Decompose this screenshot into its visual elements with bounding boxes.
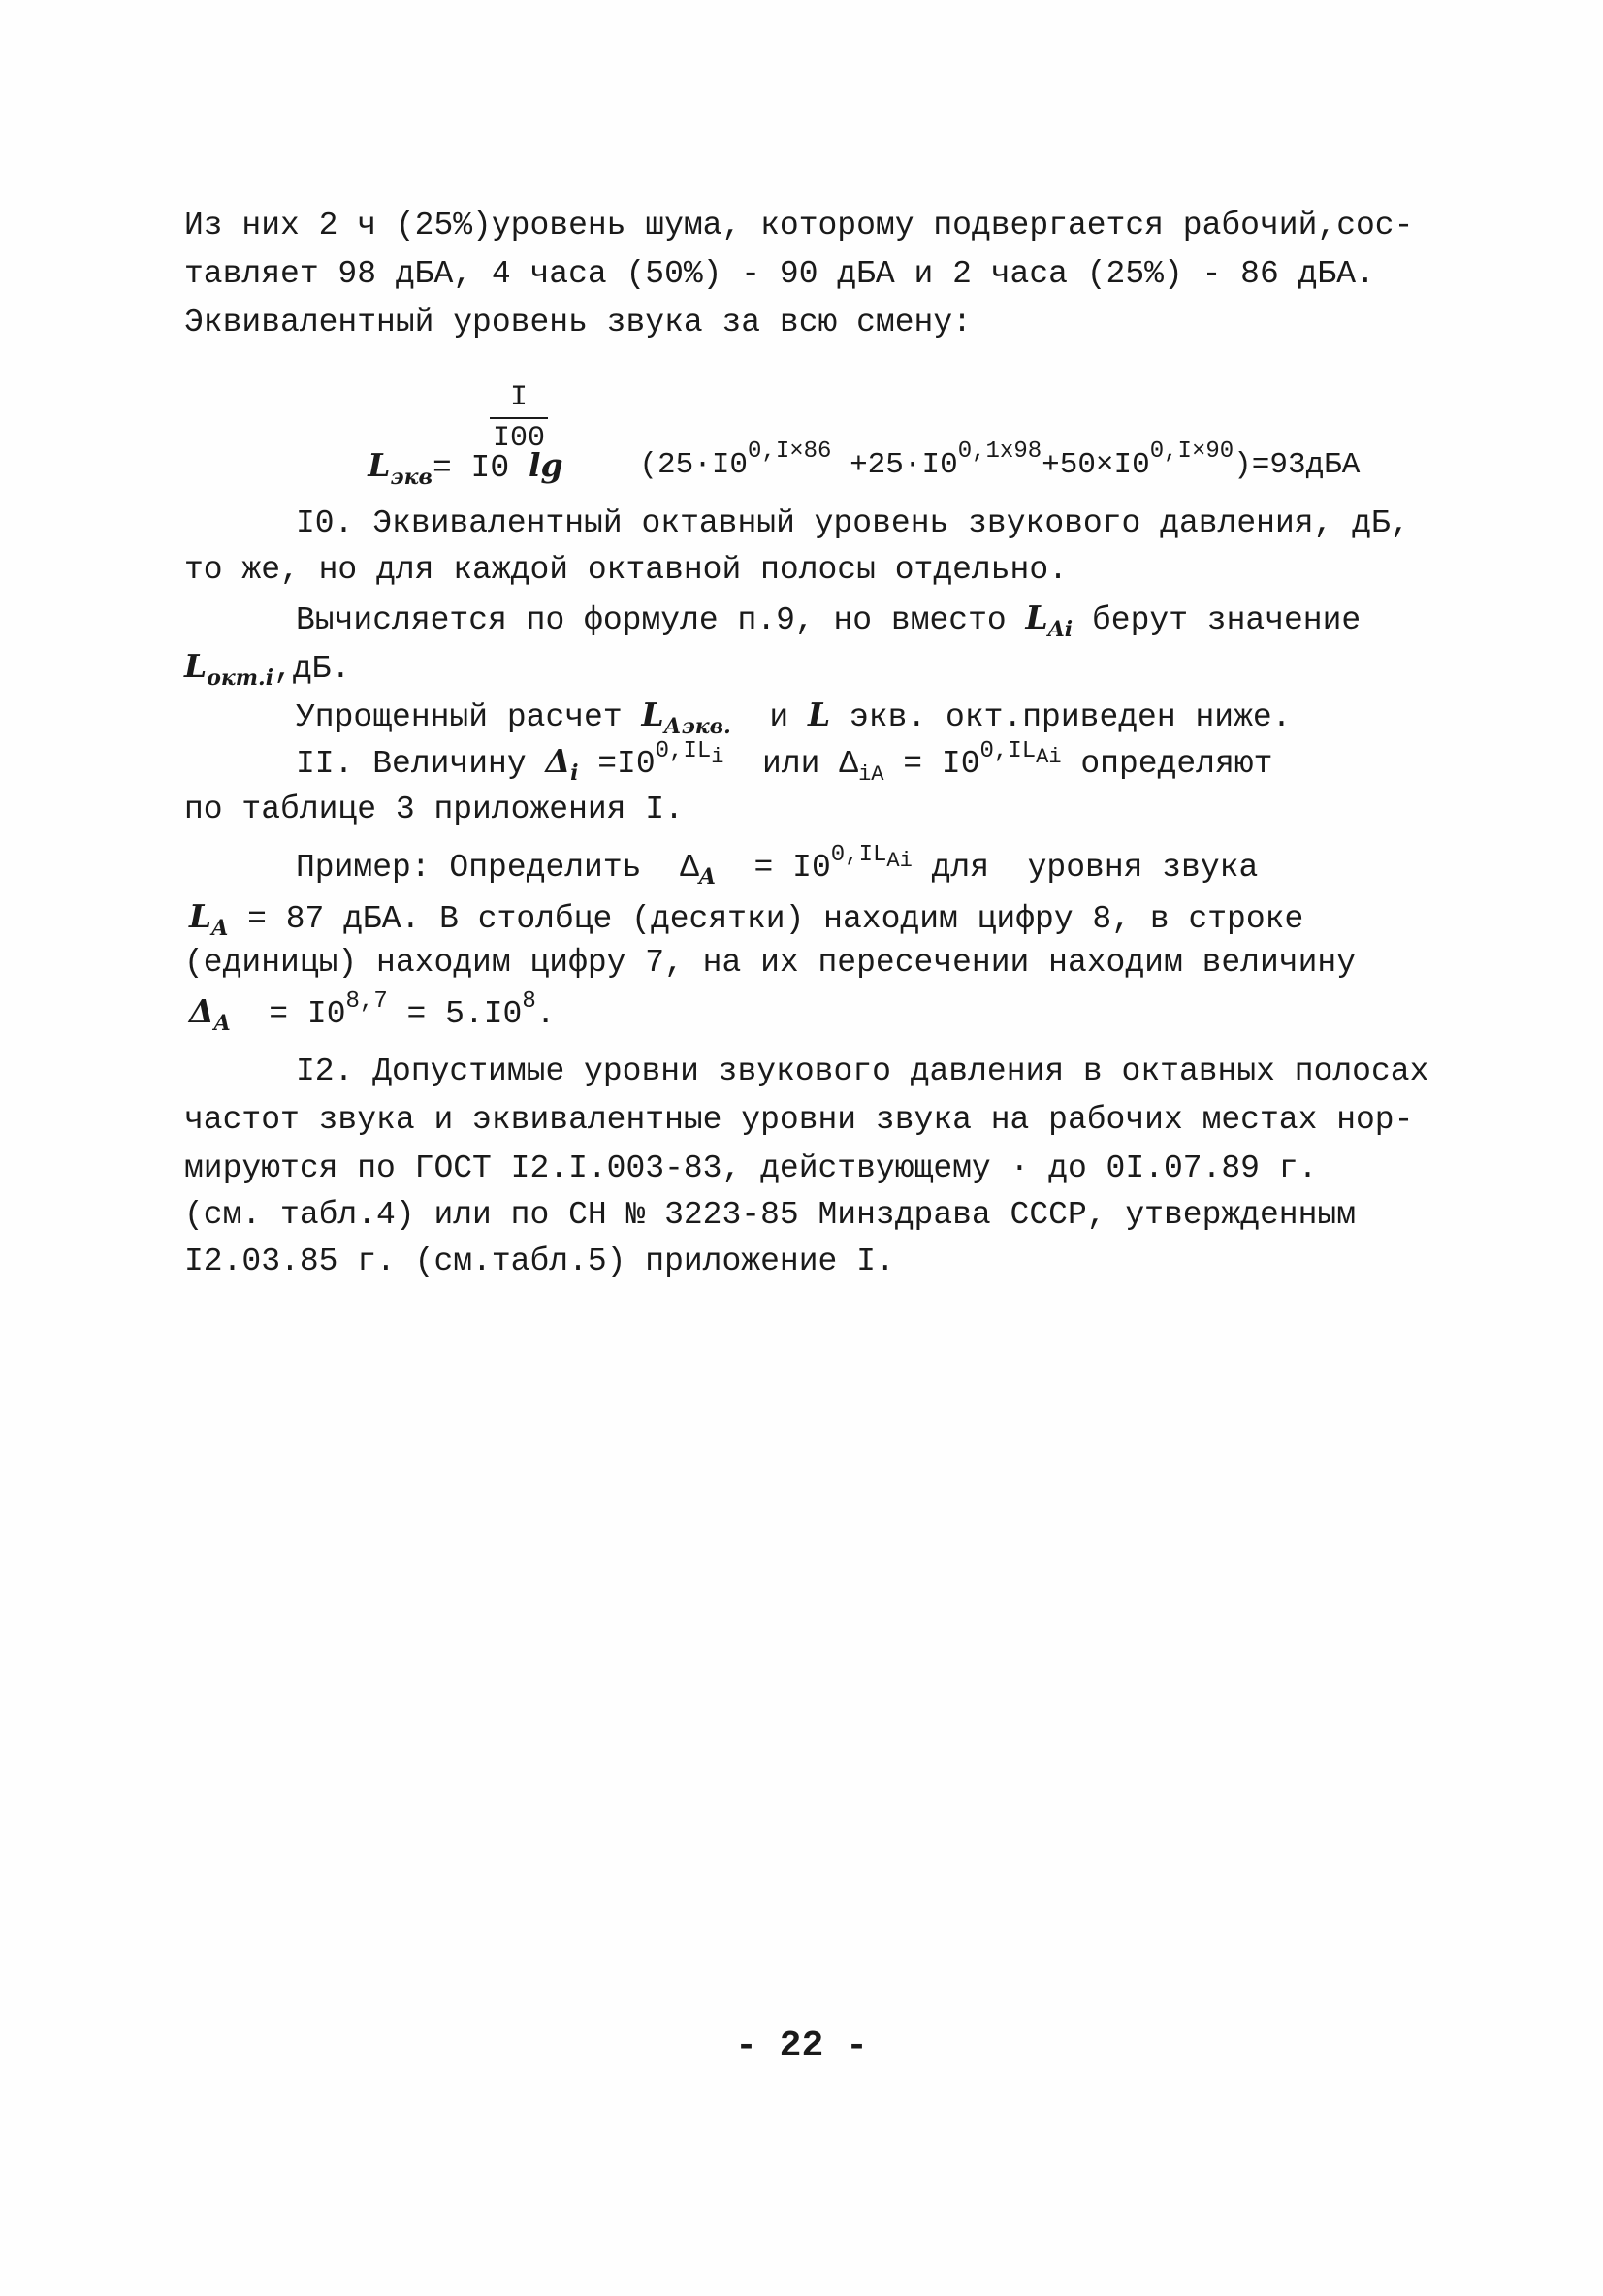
p11-text-c: или Δ: [723, 746, 859, 782]
p9-line-3: Эквивалентный уровень звука за всю смену:: [184, 305, 972, 340]
symbol-delta-A-sub: A: [213, 1011, 231, 1036]
symbol-delta-i-sub: i: [570, 760, 579, 786]
p11-exp-2: 0,IL: [979, 738, 1037, 764]
p9-line-2: тавляет 98 дБА, 4 часа (50%) - 90 дБА и 2 часа (25%) - 86 дБА.: [184, 256, 1375, 292]
example-exp: 0,IL: [830, 842, 887, 868]
p12-line-3: мируются по ГОСТ I2.I.003-83, действующему · до 0I.07.89 г.: [184, 1150, 1318, 1186]
term2-exponent: 0,1x98: [957, 438, 1042, 465]
example-delta-sub: A: [698, 864, 716, 889]
example-line-4-exp: 8,7: [345, 988, 388, 1015]
symbol-L-aekv-sub: Аэкв.: [663, 714, 731, 739]
formula-lhs-subscript: экв: [390, 465, 433, 490]
p10-line-4-text: ,дБ.: [273, 651, 351, 687]
p10-line-3-text-b: берут значение: [1073, 602, 1362, 638]
p10-line-1: I0. Эквивалентный октавный уровень звукового давления, дБ,: [296, 505, 1410, 541]
term1-base: (25·I0: [639, 448, 749, 482]
formula-fraction: [490, 378, 548, 458]
p10-line-2: то же, но для каждой октавной полосы отдельно.: [184, 552, 1068, 588]
example-line-4-text-b: = 5.I0: [387, 996, 523, 1032]
p10-line-5-text-b: и: [730, 699, 808, 735]
p10-line-5-text-c: экв. окт.приведен ниже.: [830, 699, 1292, 735]
example-text-a: Пример: Определить Δ: [296, 850, 699, 886]
symbol-L-2: L: [808, 695, 831, 733]
p11-text-e: определяют: [1061, 746, 1273, 782]
example-line-2: [189, 892, 1303, 945]
term3-base: +50×I0: [1042, 448, 1150, 482]
p11-exp-1-sub: i: [711, 745, 724, 769]
p12-line-1: I2. Допустимые уровни звукового давления в октавных полосах: [296, 1053, 1429, 1089]
symbol-LA: L: [189, 897, 212, 935]
example-text-c: для уровня звука: [912, 850, 1259, 886]
example-exp-sub: Ai: [886, 849, 913, 873]
symbol-LA-sub: A: [211, 916, 229, 941]
example-line-4-text-c: .: [535, 996, 556, 1032]
symbol-delta-A: Δ: [189, 992, 214, 1030]
p11-text-b: =I0: [578, 746, 656, 782]
example-line-4-exp2: 8: [522, 988, 536, 1015]
p10-line-5: [296, 691, 1291, 743]
symbol-L-sub: Ai: [1047, 617, 1074, 642]
p11-delta-sub: iA: [858, 762, 884, 787]
p11-exp-1: 0,IL: [655, 738, 712, 764]
p11-text-a: II. Величину: [296, 746, 546, 782]
p11-exp-2-sub: Ai: [1036, 745, 1062, 769]
example-line-1: [296, 844, 1258, 895]
p10-line-3-text-a: Вычисляется по формуле п.9, но вместо: [296, 602, 1026, 638]
p9-line-1: Из них 2 ч (25%)уровень шума, которому подвергается рабочий,сос-: [184, 208, 1414, 243]
p12-line-5: I2.03.85 г. (см.табл.5) приложение I.: [184, 1244, 895, 1279]
p10-line-3: [296, 594, 1361, 646]
symbol-L-aekv: L: [641, 695, 664, 733]
p11-line-1: [296, 737, 1272, 792]
formula-result: )=93дБА: [1234, 448, 1361, 482]
symbol-L-okt: L: [184, 647, 208, 685]
term3-exponent: 0,I×90: [1149, 438, 1234, 465]
p12-line-2: частот звука и эквивалентные уровни звука на рабочих местах нор-: [184, 1102, 1414, 1138]
formula-coef: = I0: [432, 450, 510, 486]
symbol-delta-i: Δ: [545, 742, 571, 780]
p11-line-2: по таблице 3 приложения I.: [184, 792, 684, 827]
example-text-b: = I0: [715, 850, 831, 886]
fraction-denominator: I00: [492, 422, 545, 455]
formula-log: lg: [528, 446, 563, 484]
example-line-4: [189, 987, 556, 1042]
symbol-L-okt-sub: окт.i: [207, 665, 274, 691]
p12-line-4: (см. табл.4) или по СН № 3223-85 Минздрава СССР, утвержденным: [184, 1197, 1356, 1233]
p10-line-4: [184, 642, 350, 695]
page-number: - 22 -: [735, 2025, 868, 2067]
formula-lhs-symbol: L: [368, 446, 391, 484]
example-line-2-text: = 87 дБА. В столбце (десятки) находим цифру 8, в строке: [228, 901, 1304, 937]
term2-base: +25·I0: [850, 448, 958, 482]
p10-line-5-text-a: Упрощенный расчет: [296, 699, 642, 735]
term1-exponent: 0,I×86: [748, 438, 832, 465]
symbol-L: L: [1025, 598, 1048, 636]
example-line-3: (единицы) находим цифру 7, на их пересечении находим величину: [184, 945, 1356, 981]
example-line-4-text-a: = I0: [230, 996, 346, 1032]
p11-text-d: = I0: [883, 746, 980, 782]
fraction-numerator: I: [490, 378, 548, 419]
